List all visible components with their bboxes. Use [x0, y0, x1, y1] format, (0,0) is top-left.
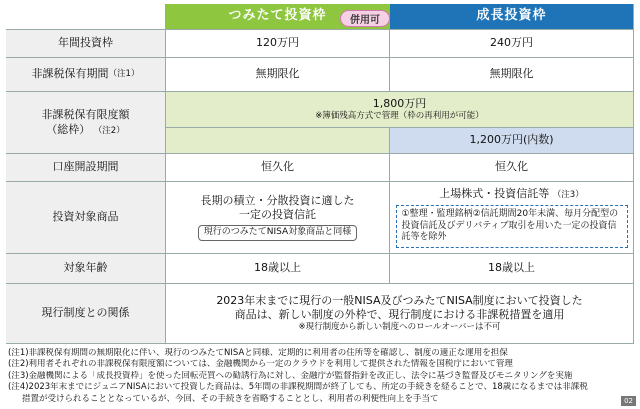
period-tsumitate: 無期限化 [166, 58, 390, 92]
period-label: 非課税保有期間 [31, 67, 109, 81]
products-label: 投資対象商品 [6, 182, 166, 254]
age-tsumitate: 18歳以上 [166, 254, 390, 284]
limit-label-2: （総枠） [46, 122, 91, 136]
products-tsumitate-line1: 長期の積立・分散投資に適した [200, 193, 355, 207]
period-seicho: 無期限化 [390, 58, 634, 92]
products-seicho-line1: 上場株式・投資信託等 [439, 186, 550, 200]
annual-seicho: 240万円 [390, 30, 634, 58]
page-number: 02 [621, 396, 636, 406]
limit-tsumitate-blank [166, 128, 390, 154]
limit-shared-note: ※簿価残高方式で管理（枠の再利用が可能） [315, 111, 484, 122]
footnotes [8, 348, 634, 405]
products-seicho-note: （注3） [552, 189, 584, 200]
limit-note: （注2） [93, 125, 125, 136]
header-blank [6, 4, 166, 30]
products-tsumitate-line2: 一定の投資信託 [239, 208, 316, 222]
annual-label: 年間投資枠 [6, 30, 166, 58]
products-tsumitate [166, 182, 390, 254]
products-tsumitate-note: 現行のつみたてNISA対象商品と同様 [198, 225, 357, 241]
limit-label-1: 非課税保有限度額 [41, 108, 130, 122]
relation-content [166, 284, 634, 344]
footnote-4: (注4)2023年末までにジュニアNISAにおいて投資した商品は、5年間の非課税期間が終了しても、所定の手続きを経ることで、18歳になるまでは非課税 [8, 382, 588, 393]
tsumitate-header: つみたて投資枠 [166, 4, 390, 30]
relation-line1: 2023年末までに現行の一般NISA及びつみたてNISA制度において投資した [216, 293, 583, 307]
footnote-3: (注3)金融機関による「成長投資枠」を使った回転売買への勧誘行為に対し、金融庁が監督指針を改正し、法令に基づき監督及びモニタリングを実施 [8, 370, 573, 381]
open-seicho: 恒久化 [390, 154, 634, 182]
products-seicho-exclusions: ①整理・監理銘柄②信託期間20年未満、毎月分配型の投資信託及びデリバティブ取引を用いた一定の投資信託等を除外 [396, 205, 628, 248]
limit-seicho: 1,200万円(内数) [390, 128, 634, 154]
limit-shared [166, 92, 634, 128]
period-note: （注1） [108, 68, 140, 79]
footnote-4-cont: 措置が受けられることとなっているが、今回、その手続きを省略することとし、利用者の利便性向上を手当て [22, 393, 439, 404]
footnote-1: (注1)非課税保有期間の無期限化に伴い、現行のつみたてNISAと同様、定期的に利用者の住所等を確認し、制度の適正な運用を担保 [8, 348, 508, 358]
relation-line3: ※現行制度から新しい制度へのロールオーバーは不可 [298, 322, 501, 333]
relation-label: 現行制度との関係 [6, 284, 166, 344]
period-label-cell [6, 58, 166, 92]
open-label: 口座開設期間 [6, 154, 166, 182]
products-seicho [390, 182, 634, 254]
footnote-2: (注2)利用者それぞれの非課税保有限度額については、金融機関から一定のクラウドを利用して提供された情報を国税庁において管理 [8, 359, 513, 370]
open-tsumitate: 恒久化 [166, 154, 390, 182]
relation-line2: 商品は、新しい制度の外枠で、現行制度における非課税措置を適用 [234, 307, 565, 321]
age-seicho: 18歳以上 [390, 254, 634, 284]
annual-tsumitate: 120万円 [166, 30, 390, 58]
combination-badge: 併用可 [340, 10, 390, 27]
limit-label-cell [6, 92, 166, 154]
seicho-header: 成長投資枠 [390, 4, 634, 30]
nisa-comparison-table [6, 4, 634, 344]
limit-shared-value: 1,800万円 [372, 96, 427, 110]
age-label: 対象年齢 [6, 254, 166, 284]
